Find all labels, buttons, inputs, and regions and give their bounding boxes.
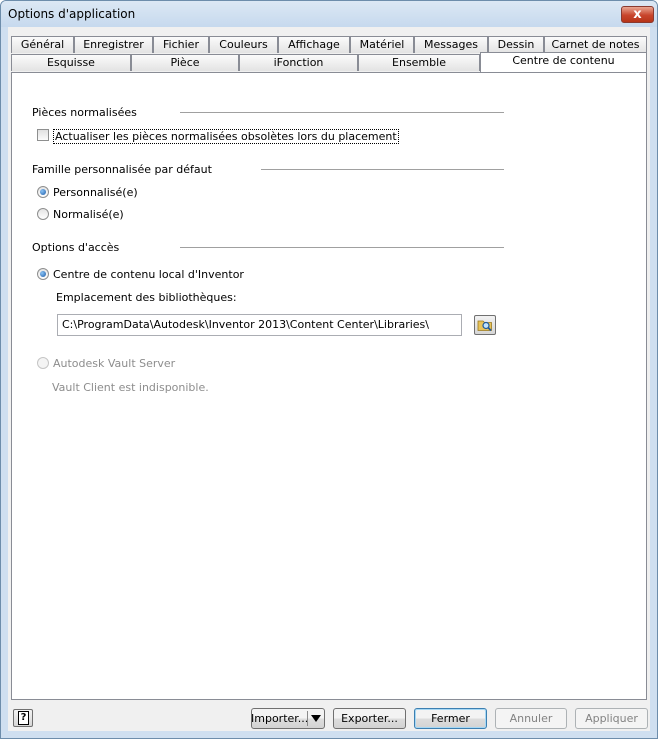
import-dropdown-divider — [307, 711, 308, 726]
tab-content-center[interactable]: Centre de contenu — [480, 52, 647, 72]
standard-parts-divider — [180, 112, 504, 114]
tab-notebook[interactable]: Carnet de notes — [544, 36, 647, 53]
tab-general[interactable]: Général — [11, 36, 74, 53]
tab-colors[interactable]: Couleurs — [209, 36, 278, 53]
access-options-heading: Options d'accès — [32, 241, 120, 254]
tab-prompts[interactable]: Messages — [414, 36, 488, 53]
folder-search-icon — [475, 316, 495, 334]
standard-family-radio[interactable] — [37, 208, 49, 220]
apply-button[interactable]: Appliquer — [575, 708, 648, 729]
tab-file[interactable]: Fichier — [153, 36, 209, 53]
vault-server-label: Autodesk Vault Server — [53, 357, 176, 370]
tab-display[interactable]: Affichage — [278, 36, 350, 53]
local-content-center-radio[interactable] — [37, 268, 49, 280]
vault-status-text: Vault Client est indisponible. — [52, 381, 209, 394]
title-bar[interactable] — [1, 1, 657, 27]
help-icon: ? — [18, 711, 29, 725]
dialog-client-area — [8, 27, 650, 731]
tab-part[interactable]: Pièce — [131, 54, 239, 71]
vault-server-radio[interactable] — [37, 357, 49, 369]
custom-family-radio[interactable] — [37, 186, 49, 198]
close-window-button[interactable] — [621, 6, 654, 23]
custom-family-label[interactable]: Personnalisé(e) — [53, 186, 138, 199]
tab-ifeature[interactable]: iFonction — [239, 54, 358, 71]
browse-library-button[interactable] — [474, 315, 496, 335]
window-title: Options d'application — [8, 7, 136, 21]
close-icon: x — [633, 7, 642, 22]
close-button[interactable]: Fermer — [414, 708, 487, 729]
standard-family-label[interactable]: Normalisé(e) — [53, 208, 124, 221]
tab-save[interactable]: Enregistrer — [74, 36, 153, 53]
access-options-divider — [180, 247, 504, 249]
tab-assembly[interactable]: Ensemble — [358, 54, 480, 71]
help-button[interactable] — [13, 709, 33, 727]
default-family-divider — [261, 169, 504, 171]
library-location-label: Emplacement des bibliothèques: — [56, 291, 237, 304]
import-button[interactable] — [251, 708, 325, 729]
tab-sketch[interactable]: Esquisse — [11, 54, 131, 71]
local-content-center-label[interactable]: Centre de contenu local d'Inventor — [53, 268, 244, 281]
standard-parts-heading: Pièces normalisées — [32, 106, 137, 119]
default-family-heading: Famille personnalisée par défaut — [32, 163, 212, 176]
tab-hardware[interactable]: Matériel — [350, 36, 414, 53]
update-standard-parts-label[interactable]: Actualiser les pièces normalisées obsolètes lors du placement — [55, 130, 397, 143]
import-dropdown-icon[interactable] — [311, 715, 321, 722]
cancel-button[interactable]: Annuler — [495, 708, 567, 729]
tab-drawing[interactable]: Dessin — [488, 36, 544, 53]
export-button[interactable]: Exporter... — [333, 708, 406, 729]
update-standard-parts-checkbox[interactable] — [37, 129, 49, 141]
import-label: Importer... — [251, 712, 309, 725]
library-path-field[interactable]: C:\ProgramData\Autodesk\Inventor 2013\Content Center\Libraries\ — [57, 314, 462, 336]
content-center-panel — [11, 72, 647, 700]
